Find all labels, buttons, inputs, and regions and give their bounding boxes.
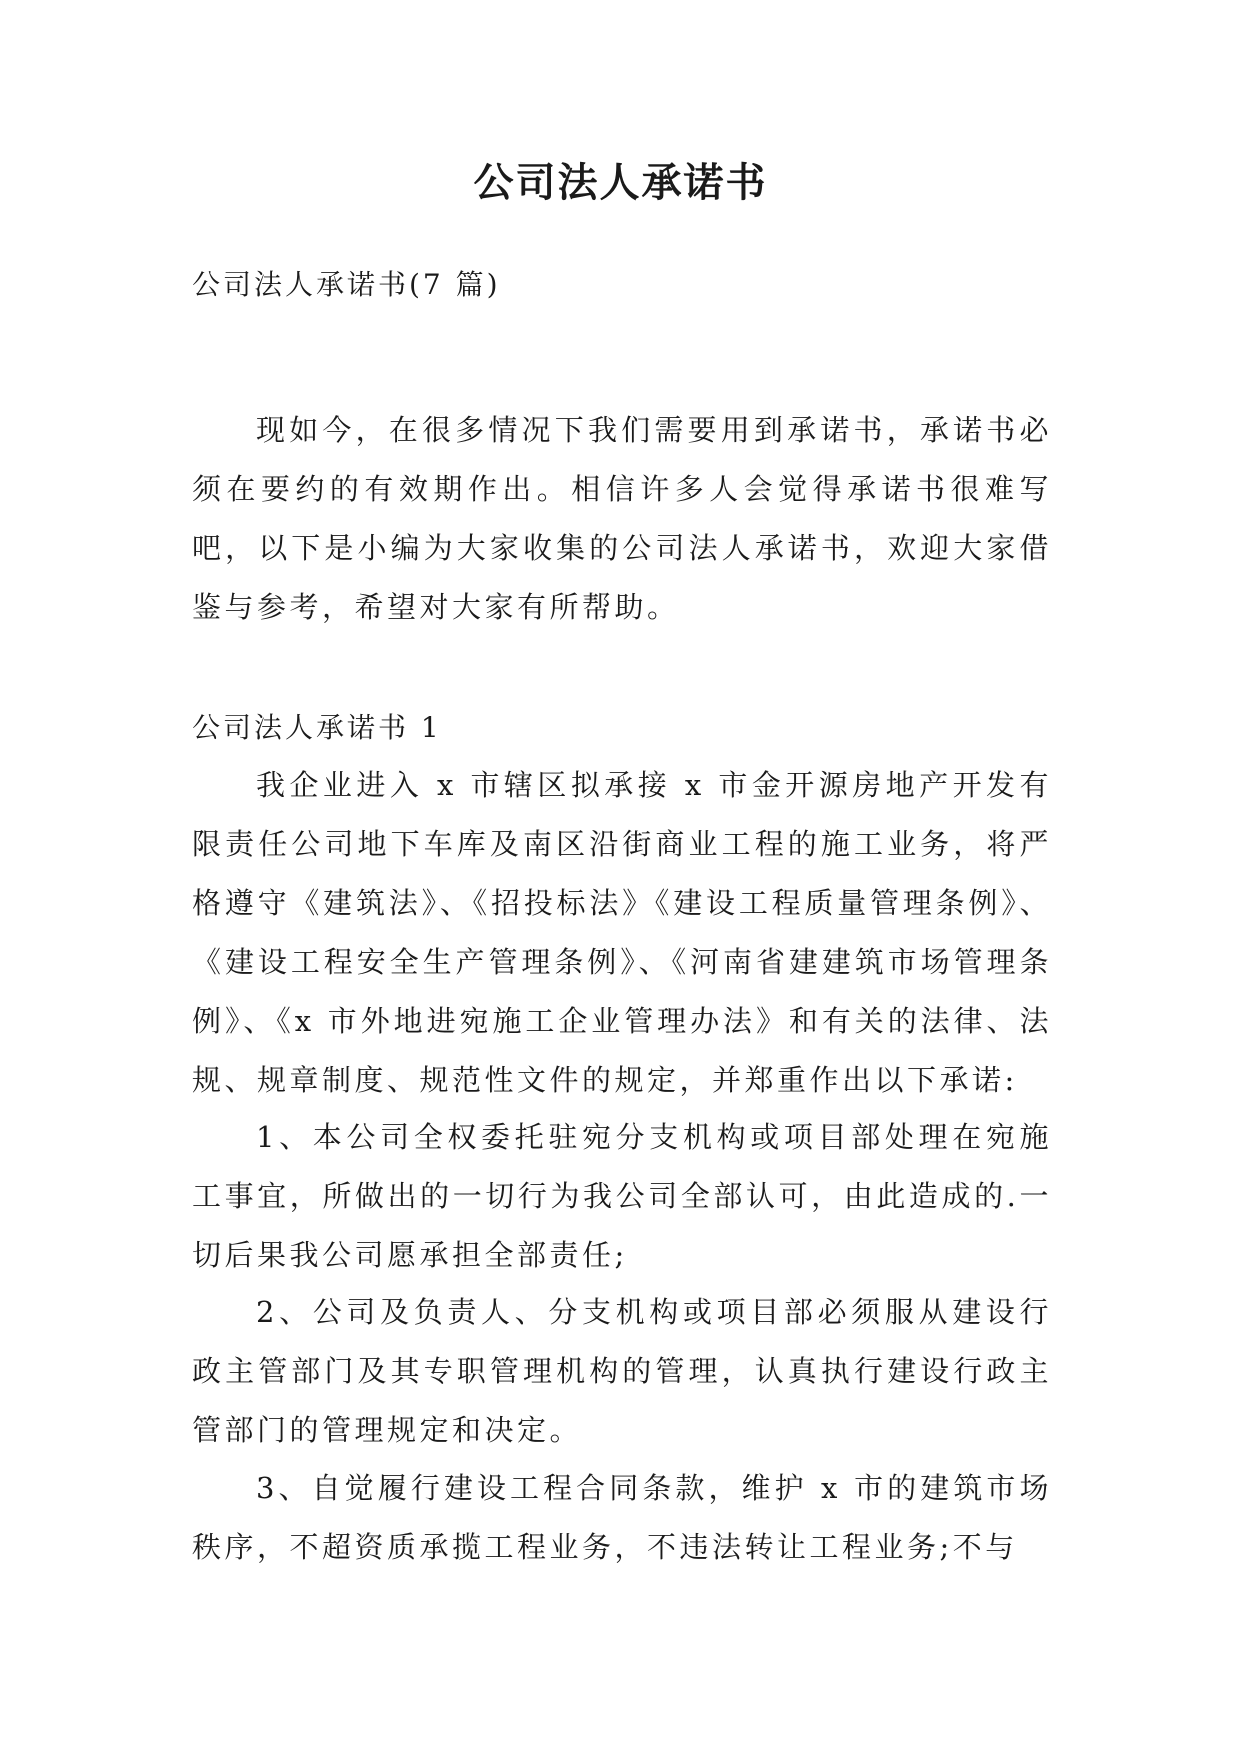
- commitment-item-2: 2、公司及负责人、分支机构或项目部必须服从建设行政主管部门及其专职管理机构的管理，认真执行建设行政主管部门的管理规定和决定。: [192, 1295, 1052, 1447]
- section-heading: 公司法人承诺书 1: [192, 711, 442, 744]
- commitment-item-3: 3、自觉履行建设工程合同条款，维护 x 市的建筑市场秩序，不超资质承揽工程业务，不违法转让工程业务;不与: [192, 1471, 1052, 1564]
- commitment-paragraph: 我企业进入 x 市辖区拟承接 x 市金开源房地产开发有限责任公司地下车库及南区沿街商业工程的施工业务，将严格遵守《建筑法》、《招投标法》《建设工程质量管理条例》、《建设工程安全生产管理条例》、《河南省建建筑市场管理条例》、《x 市外地进宛施工企业管理办法》和有关的法律、法规、规章制度、规范性文件的规定，并郑重作出以下承诺:: [192, 768, 1052, 1097]
- document-subtitle: 公司法人承诺书(7 篇): [192, 268, 501, 301]
- intro-paragraph: 现如今，在很多情况下我们需要用到承诺书，承诺书必须在要约的有效期作出。相信许多人会觉得承诺书很难写吧，以下是小编为大家收集的公司法人承诺书，欢迎大家借鉴与参考，希望对大家有所帮助。: [192, 413, 1052, 624]
- commitment-item-1: 1、本公司全权委托驻宛分支机构或项目部处理在宛施工事宜，所做出的一切行为我公司全部认可，由此造成的.一切后果我公司愿承担全部责任;: [192, 1120, 1052, 1272]
- document-title: 公司法人承诺书: [473, 160, 768, 206]
